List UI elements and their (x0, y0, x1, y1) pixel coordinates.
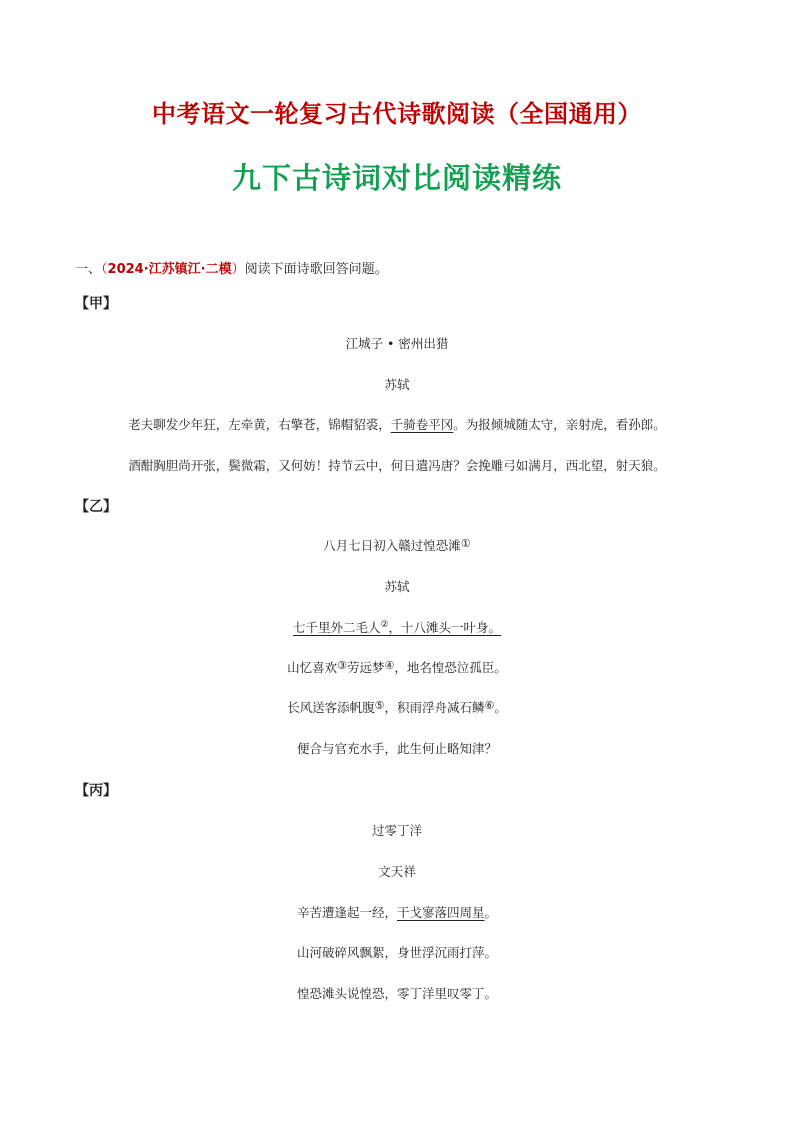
footnote-marker: ⑥ (484, 699, 495, 712)
poem-c-line: 辛苦遭逢起一经，干戈寥落四周星。 (296, 905, 498, 920)
poem-a-title: 江城子 • 密州出猎 (345, 336, 449, 351)
footnote-marker: ① (460, 537, 471, 550)
question-line (75, 258, 388, 277)
section-label-b: 【乙】 (75, 499, 117, 515)
poem-b-line: 山忆喜欢③劳远梦④，地名惶恐泣孤臣。 (287, 659, 507, 675)
section-label-a: 【甲】 (75, 296, 117, 312)
underlined-phrase: 干戈寥落四周星 (396, 905, 485, 920)
poem-a-author: 苏轼 (384, 377, 410, 392)
poem-c-title: 过零丁洋 (371, 823, 422, 838)
poem-c-line: 惶恐滩头说惶恐，零丁洋里叹零丁。 (296, 986, 497, 1001)
question-number: 一、 (75, 262, 102, 277)
underlined-line: 七千里外二毛人②，十八滩头一叶身。 (292, 620, 502, 635)
poem-b-author: 苏轼 (384, 579, 410, 594)
footnote-marker: ⑤ (374, 699, 385, 712)
poem-b-title: 八月七日初入赣过惶恐滩① (323, 537, 471, 553)
poem-a-line: 老夫聊发少年狂，左牵黄，右擎苍，锦帽貂裘，千骑卷平冈。为报倾城随太守，亲射虎，看孙郎。 (128, 417, 666, 432)
footnote-marker: ④ (384, 659, 395, 672)
poem-c-author: 文天祥 (378, 864, 416, 879)
poem-c-line: 山河破碎风飘絮，身世浮沉雨打萍。 (296, 945, 497, 960)
document-subtitle: 九下古诗词对比阅读精练 (231, 161, 562, 195)
section-label-c: 【丙】 (75, 783, 117, 799)
document-title: 中考语文一轮复习古代诗歌阅读（全国通用） (152, 99, 642, 128)
poem-a-line: 酒酣胸胆尚开张，鬓微霜，又何妨！持节云中，何日遣冯唐？会挽雕弓如满月，西北望，射天狼。 (128, 458, 666, 473)
footnote-marker: ③ (337, 659, 347, 672)
poem-b-line (0, 618, 794, 636)
poem-b-line: 便合与官充水手，此生何止略知津？ (296, 741, 497, 756)
underlined-phrase: 千骑卷平冈 (390, 417, 454, 432)
question-prompt: 阅读下面诗歌回答问题。 (244, 262, 388, 277)
poem-b-line: 长风送客添帆腹⑤，积雨浮舟减石鳞⑥。 (287, 699, 507, 715)
footnote-marker: ② (380, 620, 389, 630)
question-source: （2024·江苏镇江·二模） (101, 262, 245, 277)
